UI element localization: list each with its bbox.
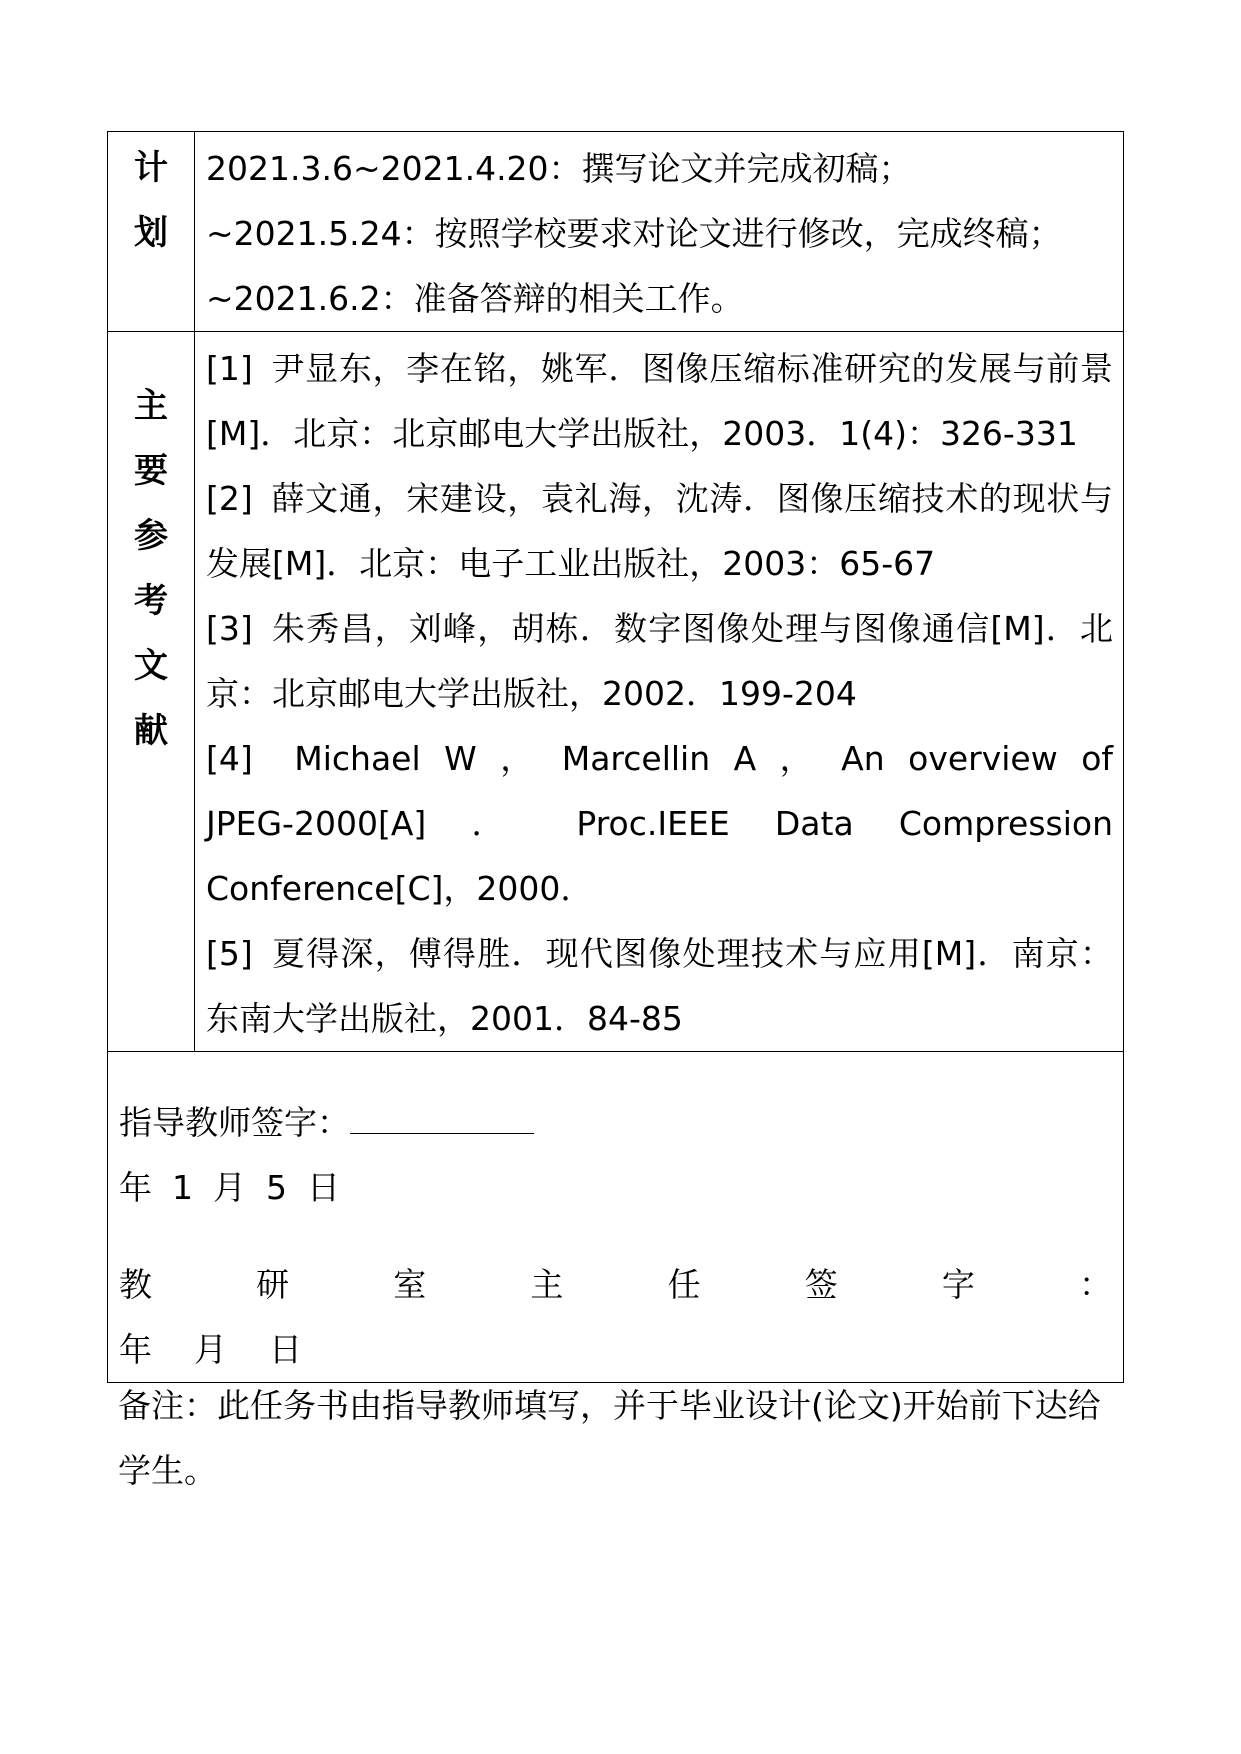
reference-number: [3]: [206, 609, 253, 648]
signature-row: [108, 1052, 1124, 1383]
references-label-char: 参: [134, 516, 168, 556]
remark-line: 备注：此任务书由指导教师填写，并于毕业设计(论文)开始前下达给: [118, 1386, 1101, 1425]
remark-note: [118, 1373, 1128, 1503]
date-day-label: 日: [269, 1330, 302, 1369]
reference-item: [206, 336, 1113, 466]
date-month-label: 月: [213, 1168, 246, 1207]
reference-item: [206, 726, 1113, 791]
references-label-char: 要: [134, 451, 168, 491]
reference-number: [5]: [206, 934, 253, 973]
date-day-value: 5: [266, 1168, 287, 1207]
date-year-label: 年: [119, 1168, 152, 1207]
references-label-cell: [108, 332, 195, 1052]
director-label-char: ：: [1078, 1265, 1112, 1304]
advisor-signature-field[interactable]: [350, 1093, 534, 1134]
references-row: [108, 332, 1124, 1052]
references-label: [108, 332, 194, 764]
reference-item: [206, 466, 1113, 596]
advisor-signature-label: 指导教师签字：: [119, 1103, 350, 1142]
plan-line: 2021.3.6~2021.4.20：撰写论文并完成初稿；: [206, 149, 912, 188]
reference-text: 尹显东，李在铭，姚军．图像压缩标准研究的发展与前景[M]．北京：北京邮电大学出版社，2003．1(4)：326-331: [206, 349, 1113, 453]
director-label-char: 字: [941, 1265, 975, 1304]
date-day-label: 日: [307, 1168, 340, 1207]
reference-text-line: Conference[C]，2000．: [206, 869, 594, 908]
plan-row: [108, 132, 1124, 332]
director-label-char: 教: [119, 1265, 152, 1304]
plan-line: ~2021.6.2：准备答辩的相关工作。: [206, 279, 744, 318]
signature-cell: [108, 1052, 1124, 1383]
reference-item: [206, 921, 1113, 1051]
director-label-char: 研: [256, 1265, 290, 1304]
reference-text-line: JPEG-2000[A] ． Proc.IEEE Data Compression: [206, 804, 1113, 843]
director-label-char: 室: [393, 1265, 427, 1304]
remark-line: 学生。: [118, 1451, 217, 1490]
plan-label-cell: [108, 132, 195, 332]
references-label-char: 献: [134, 711, 168, 751]
advisor-signature-line: [119, 1090, 1112, 1155]
advisor-date: [119, 1155, 1112, 1220]
date-year-label: 年: [119, 1330, 152, 1369]
plan-label-char: 划: [134, 213, 168, 253]
plan-content-cell: [195, 132, 1124, 332]
plan-label: [108, 132, 194, 266]
references-label-char: 考: [134, 581, 168, 621]
director-label-char: 签: [804, 1265, 838, 1304]
reference-number: [2]: [206, 479, 253, 518]
references-label-char: 主: [134, 386, 168, 426]
reference-number: [1]: [206, 349, 253, 388]
reference-text-line: Michael W ， Marcellin A ， An overview of: [294, 739, 1114, 778]
plan-line: ~2021.5.24：按照学校要求对论文进行修改，完成终稿；: [206, 214, 1062, 253]
reference-item: [206, 596, 1113, 726]
director-signature-label: [119, 1252, 1112, 1317]
references-content-cell: [195, 332, 1124, 1052]
director-label-char: 任: [667, 1265, 701, 1304]
reference-text: 薛文通，宋建设，袁礼海，沈涛．图像压缩技术的现状与发展[M]．北京：电子工业出版社，2003：65-67: [206, 479, 1113, 583]
references-label-char: 文: [134, 646, 168, 686]
task-form-table: [107, 131, 1124, 1383]
plan-label-char: 计: [134, 148, 168, 188]
reference-text: 朱秀昌，刘峰，胡栋．数字图像处理与图像通信[M]．北京：北京邮电大学出版社，2002．199-204: [206, 609, 1113, 713]
date-month-label: 月: [194, 1330, 227, 1369]
reference-number: [4]: [206, 739, 253, 778]
date-month-value: 1: [172, 1168, 193, 1207]
reference-text: 夏得深，傅得胜．现代图像处理技术与应用[M]．南京：东南大学出版社，2001．84-85: [206, 934, 1113, 1038]
director-label-char: 主: [530, 1265, 564, 1304]
